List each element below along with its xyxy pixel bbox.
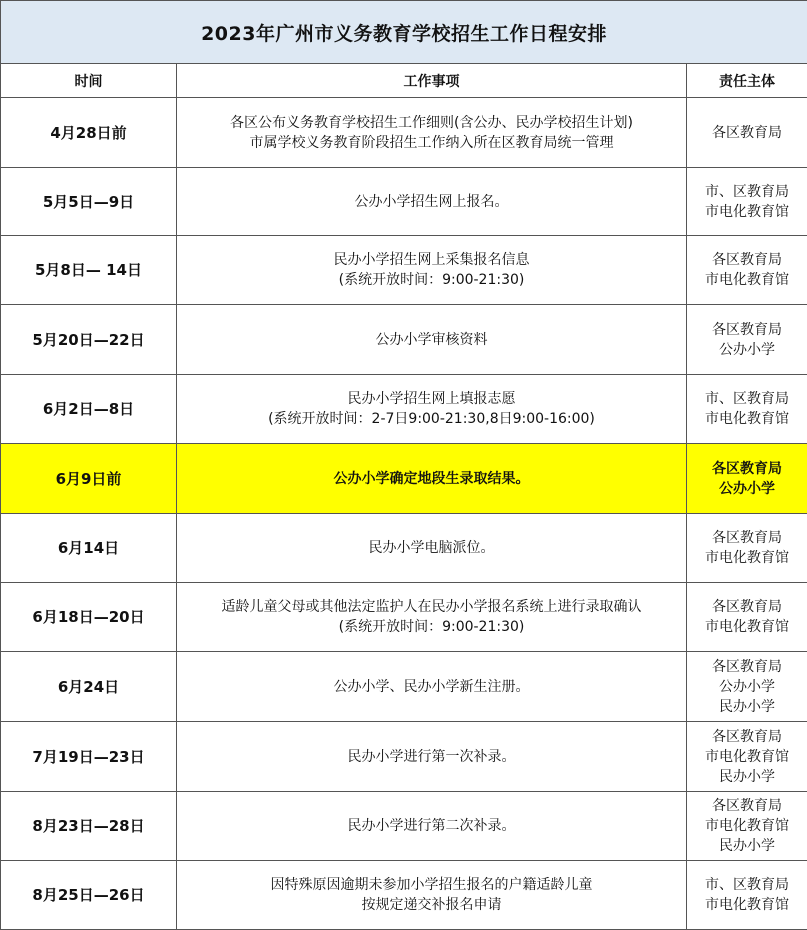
cell-time: 6月9日前 (1, 444, 177, 514)
task-line: 民办小学进行第一次补录。 (179, 747, 684, 767)
cell-task (177, 236, 687, 305)
cell-time: 6月2日—8日 (1, 375, 177, 444)
table-title: 2023年广州市义务教育学校招生工作日程安排 (1, 1, 807, 64)
cell-task (177, 305, 687, 375)
task-line: 公办小学审核资料 (179, 330, 684, 350)
owner-line: 公办小学 (689, 340, 805, 360)
owner-line: 市电化教育馆 (689, 548, 805, 568)
task-line: (系统开放时间：9:00-21:30) (179, 617, 684, 637)
table-row (1, 305, 807, 375)
task-line: (系统开放时间：2-7日9:00-21:30,8日9:00-16:00) (179, 409, 684, 429)
task-line: 公办小学招生网上报名。 (179, 192, 684, 212)
owner-line: 市电化教育馆 (689, 202, 805, 222)
task-line: 民办小学招生网上填报志愿 (179, 389, 684, 409)
cell-owner (687, 792, 807, 861)
table-row (1, 583, 807, 652)
table-row (1, 444, 807, 514)
header-owner: 责任主体 (687, 64, 807, 98)
owner-line: 公办小学 (689, 479, 805, 499)
header-row (1, 64, 807, 98)
cell-task (177, 375, 687, 444)
cell-owner (687, 168, 807, 236)
owner-line: 民办小学 (689, 836, 805, 856)
owner-line: 各区教育局 (689, 657, 805, 677)
cell-time: 6月24日 (1, 652, 177, 722)
owner-line: 公办小学 (689, 677, 805, 697)
task-line: 公办小学确定地段生录取结果。 (179, 469, 684, 489)
table-row (1, 375, 807, 444)
title-row (1, 1, 807, 64)
cell-task (177, 792, 687, 861)
cell-owner (687, 375, 807, 444)
owner-line: 市、区教育局 (689, 875, 805, 895)
cell-task (177, 861, 687, 930)
cell-time: 5月20日—22日 (1, 305, 177, 375)
owner-line: 市、区教育局 (689, 182, 805, 202)
task-line: 各区公布义务教育学校招生工作细则(含公办、民办学校招生计划) (179, 113, 684, 133)
cell-owner (687, 652, 807, 722)
table-row (1, 792, 807, 861)
task-line: 按规定递交补报名申请 (179, 895, 684, 915)
owner-line: 各区教育局 (689, 528, 805, 548)
cell-owner (687, 861, 807, 930)
cell-task (177, 98, 687, 168)
header-time: 时间 (1, 64, 177, 98)
cell-time: 5月5日—9日 (1, 168, 177, 236)
task-line: 适龄儿童父母或其他法定监护人在民办小学报名系统上进行录取确认 (179, 597, 684, 617)
task-line: 公办小学、民办小学新生注册。 (179, 677, 684, 697)
task-line: 因特殊原因逾期未参加小学招生报名的户籍适龄儿童 (179, 875, 684, 895)
task-line: 民办小学招生网上采集报名信息 (179, 250, 684, 270)
header-task: 工作事项 (177, 64, 687, 98)
cell-time: 7月19日—23日 (1, 722, 177, 792)
task-line: 民办小学进行第二次补录。 (179, 816, 684, 836)
cell-time: 8月25日—26日 (1, 861, 177, 930)
cell-owner (687, 583, 807, 652)
table-row (1, 652, 807, 722)
task-line: 市属学校义务教育阶段招生工作纳入所在区教育局统一管理 (179, 133, 684, 153)
owner-line: 各区教育局 (689, 320, 805, 340)
cell-task (177, 722, 687, 792)
cell-owner (687, 514, 807, 583)
owner-line: 市电化教育馆 (689, 895, 805, 915)
cell-time: 8月23日—28日 (1, 792, 177, 861)
cell-task (177, 168, 687, 236)
cell-owner (687, 722, 807, 792)
cell-time: 4月28日前 (1, 98, 177, 168)
cell-owner (687, 444, 807, 514)
owner-line: 民办小学 (689, 697, 805, 717)
owner-line: 民办小学 (689, 767, 805, 787)
task-line: (系统开放时间：9:00-21:30) (179, 270, 684, 290)
owner-line: 各区教育局 (689, 597, 805, 617)
owner-line: 市电化教育馆 (689, 617, 805, 637)
cell-task (177, 583, 687, 652)
cell-time: 6月14日 (1, 514, 177, 583)
owner-line: 各区教育局 (689, 459, 805, 479)
cell-owner (687, 305, 807, 375)
owner-line: 各区教育局 (689, 123, 805, 143)
table-row (1, 168, 807, 236)
owner-line: 各区教育局 (689, 727, 805, 747)
cell-owner (687, 98, 807, 168)
table-row (1, 236, 807, 305)
owner-line: 市电化教育馆 (689, 747, 805, 767)
cell-owner (687, 236, 807, 305)
table-row (1, 722, 807, 792)
table-body (1, 98, 807, 930)
owner-line: 各区教育局 (689, 796, 805, 816)
cell-task (177, 514, 687, 583)
table-row (1, 514, 807, 583)
owner-line: 市电化教育馆 (689, 816, 805, 836)
task-line: 民办小学电脑派位。 (179, 538, 684, 558)
owner-line: 市、区教育局 (689, 389, 805, 409)
owner-line: 市电化教育馆 (689, 270, 805, 290)
owner-line: 市电化教育馆 (689, 409, 805, 429)
cell-task (177, 652, 687, 722)
cell-task (177, 444, 687, 514)
table-row (1, 98, 807, 168)
table-row (1, 861, 807, 930)
cell-time: 6月18日—20日 (1, 583, 177, 652)
owner-line: 各区教育局 (689, 250, 805, 270)
cell-time: 5月8日— 14日 (1, 236, 177, 305)
